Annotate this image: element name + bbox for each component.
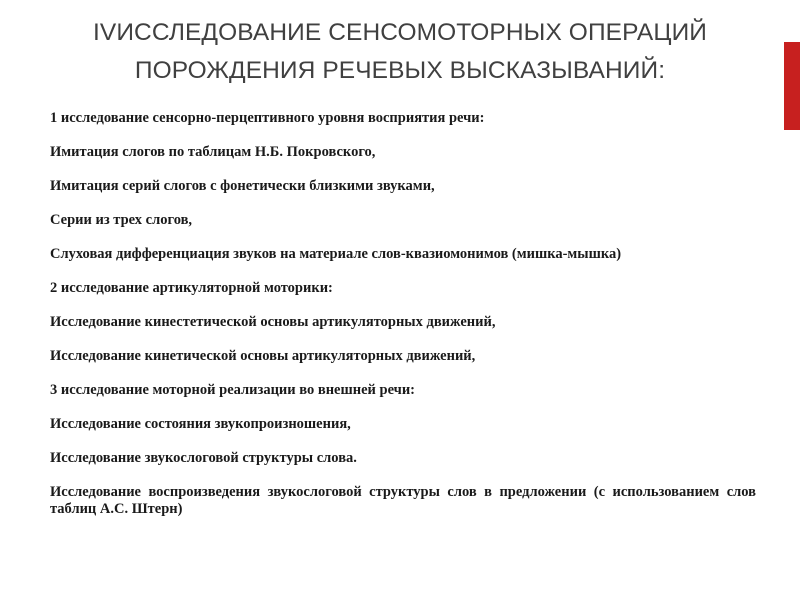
- content-list: [50, 110, 756, 535]
- accent-bar: [784, 42, 800, 130]
- title-line-2: ПОРОЖДЕНИЯ РЕЧЕВЫХ ВЫСКАЗЫВАНИЙ:: [134, 57, 666, 84]
- section-heading-motor: 3 исследование моторной реализации во внешней речи:: [50, 382, 415, 398]
- list-item: Слуховая дифференциация звуков на материале слов-квазиомонимов (мишка-мышка): [50, 246, 622, 262]
- list-item: Исследование кинестетической основы артикуляторных движений,: [50, 314, 496, 330]
- list-item: Исследование кинетической основы артикуляторных движений,: [50, 348, 476, 364]
- title-line-1: IVИССЛЕДОВАНИЕ СЕНСОМОТОРНЫХ ОПЕРАЦИЙ: [92, 19, 707, 46]
- section-heading-sensory: 1 исследование сенсорно-перцептивного уровня восприятия речи:: [50, 110, 485, 126]
- list-item: Имитация слогов по таблицам Н.Б. Покровского,: [50, 144, 376, 160]
- list-item: Серии из трех слогов,: [50, 212, 193, 228]
- list-item: Имитация серий слогов с фонетически близкими звуками,: [50, 178, 435, 194]
- list-item: Исследование звукослоговой структуры слова.: [50, 450, 357, 466]
- section-heading-articulatory: 2 исследование артикуляторной моторики:: [50, 280, 333, 296]
- slide-title: [40, 14, 760, 90]
- list-item: Исследование воспроизведения звукослоговой структуры слов в предложении (с использованием слов таблиц А.С. Штерн): [50, 484, 756, 517]
- list-item: Исследование состояния звукопроизношения,: [50, 416, 351, 432]
